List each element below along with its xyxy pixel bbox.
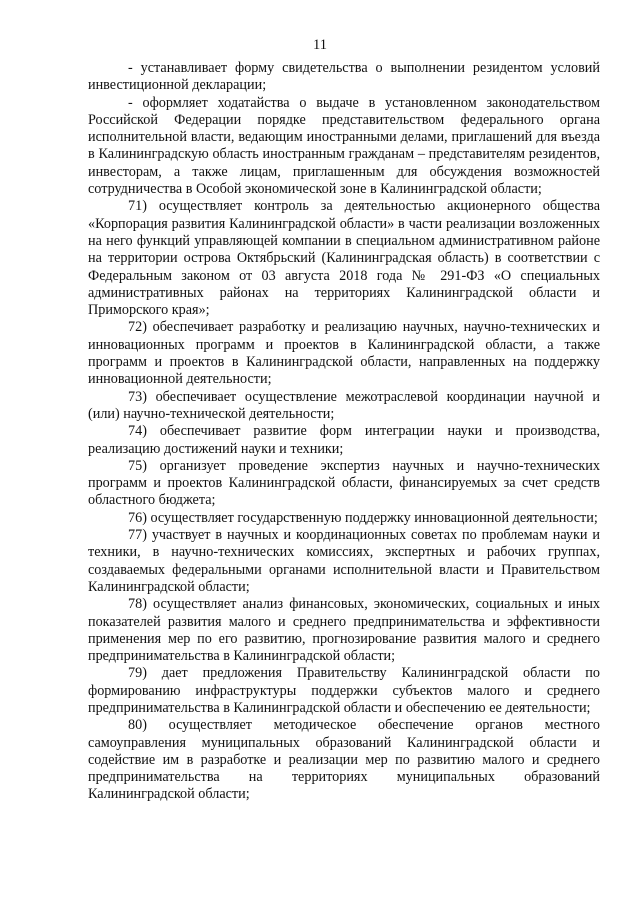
document-body [88,60,600,804]
paragraph-78: 78) осуществляет анализ финансовых, экономических, социальных и иных показателей развития малого и среднего предпринимательства и эффективности применения мер по его развитию, прогнозирование развития малого и среднего предпринимательства в Калининградской области; [88,596,600,665]
paragraph-72: 72) обеспечивает разработку и реализацию научных, научно-технических и инновационных программ и проектов в Калининградской области, а также программ и проектов в Калининградской области, направленных на поддержку инновационной деятельности; [88,319,600,388]
paragraph-79: 79) дает предложения Правительству Калининградской области по формированию инфраструктуры поддержки субъектов малого и среднего предпринимательства в Калининградской области и обеспечению ее деятельности; [88,665,600,716]
paragraph-invitation-petitions: - оформляет ходатайства о выдаче в установленном законодательством Российской Федерации порядке представительством федерального органа исполнительной власти, ведающим иностранными делами, приглашений для въезда в Калининградскую область иностранным гражданам – представителям резидентов, инвесторам, а также лицам, приглашенным для обсуждения возможностей сотрудничества в Особой экономической зоне в Калининградской области; [88,94,600,198]
paragraph-77: 77) участвует в научных и координационных советах по проблемам науки и техники, в научно-технических комиссиях, экспертных и рабочих группах, создаваемых федеральными органами исполнительной власти и Правительством Калининградской области; [88,527,600,595]
paragraph-certificate-form: - устанавливает форму свидетельства о выполнении резидентом условий инвестиционной декларации; [88,60,600,94]
paragraph-73: 73) обеспечивает осуществление межотраслевой координации научной и (или) научно-технической деятельности; [88,388,600,422]
paragraph-71: 71) осуществляет контроль за деятельностью акционерного общества «Корпорация развития Калининградской области» в части реализации возложенных на него функций управляющей компании в специальном административном районе на территории острова Октябрьский (Калининградская область) в соответствии с Федеральным законом от 03 августа 2018 года № 291-ФЗ «О специальных административных районах на территориях Калининградской области и Приморского края»; [88,198,600,319]
paragraph-74: 74) обеспечивает развитие форм интеграции науки и производства, реализацию достижений науки и техники; [88,423,600,457]
paragraph-80: 80) осуществляет методическое обеспечение органов местного самоуправления муниципальных образований Калининградской области и содействие им в разработке и реализации мер по развитию малого и среднего предпринимательства на территориях муниципальных образований Калининградской области; [88,717,600,803]
paragraph-76: 76) осуществляет государственную поддержку инновационной деятельности; [128,509,598,526]
page-number: 11 [313,37,327,53]
paragraph-75: 75) организует проведение экспертиз научных и научно-технических программ и проектов Калининградской области, финансируемых за счет средств областного бюджета; [88,457,600,509]
